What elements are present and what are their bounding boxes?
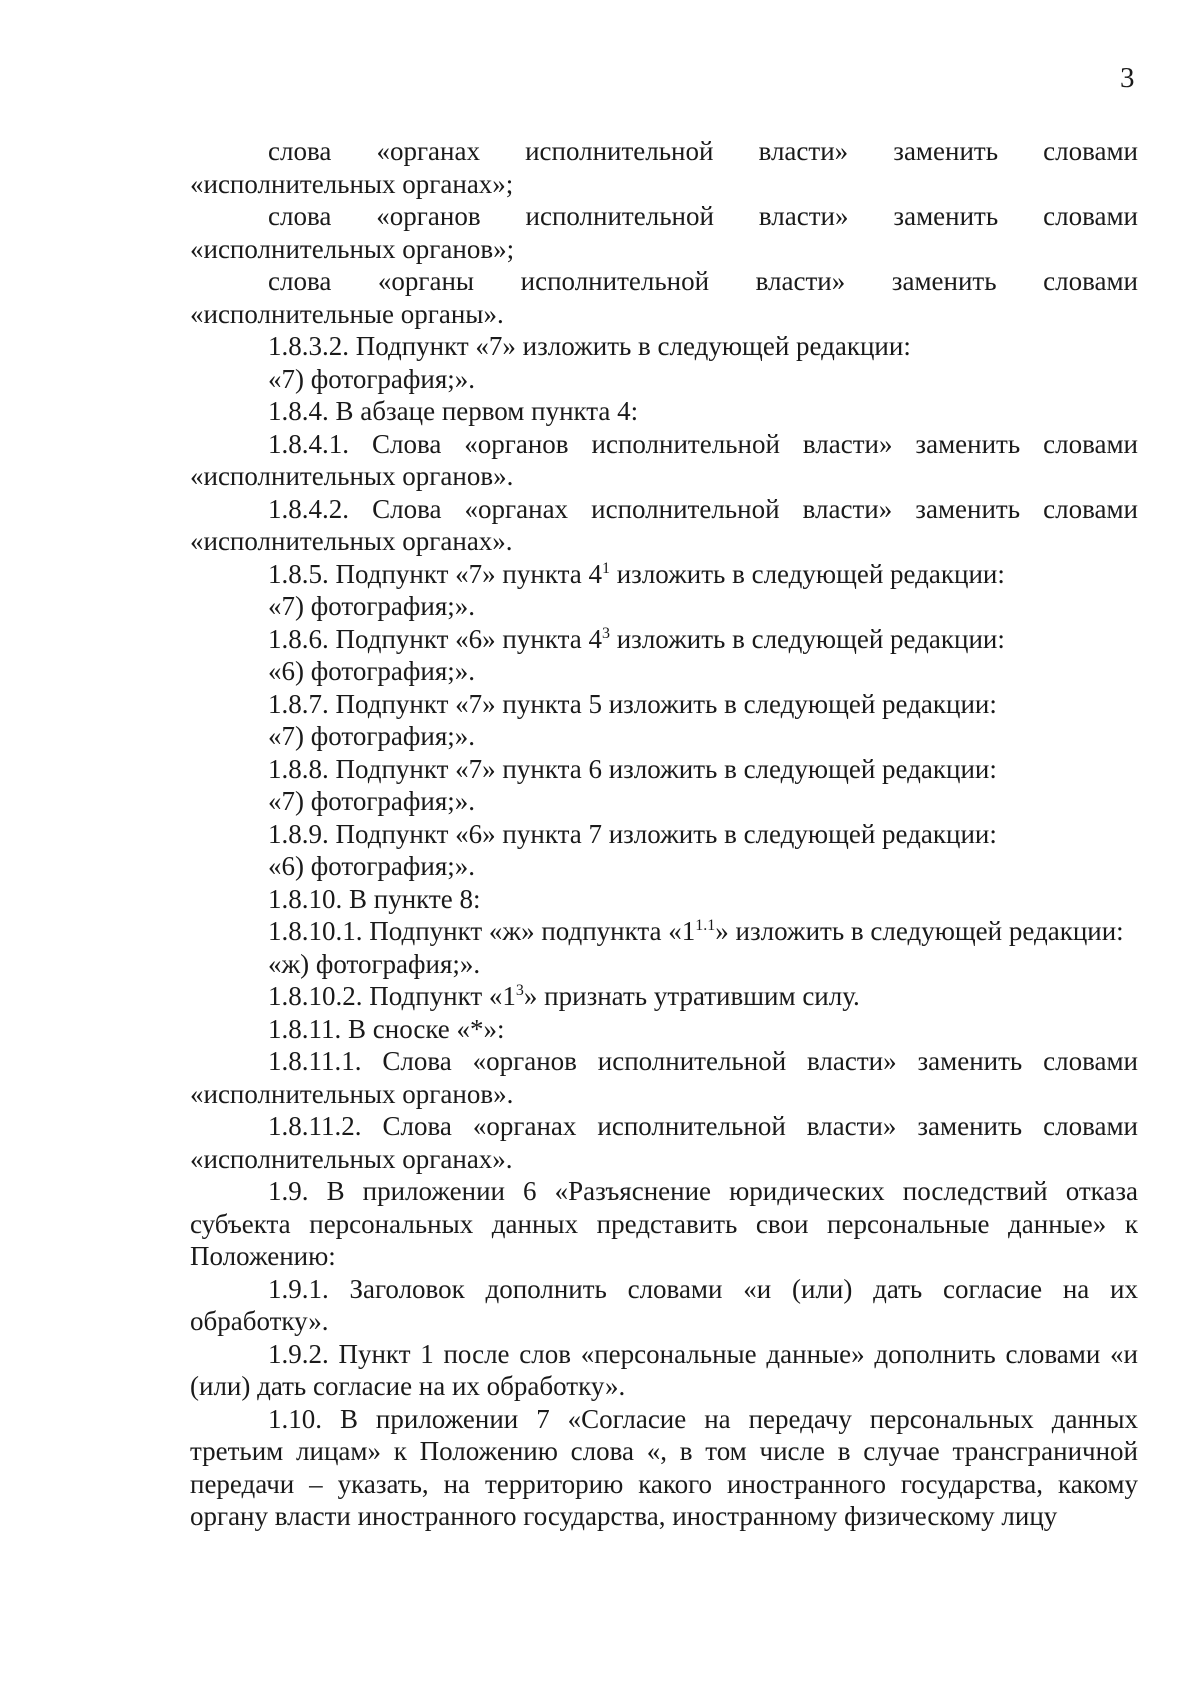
paragraph-28: 1.9.2. Пункт 1 после слов «персональные данные» дополнить словами «и (или) дать согласие на их обработку».: [190, 1338, 1138, 1401]
superscript: 1.1: [695, 917, 716, 934]
paragraph-2: слова «органов исполнительной власти» заменить словами «исполнительных органов»;: [190, 201, 1138, 264]
paragraph-14: «7) фотография;».: [268, 721, 475, 751]
paragraph-5: «7) фотография;».: [268, 363, 475, 394]
paragraph-text: 1.8.10.1. Подпункт «ж» подпункта «1: [268, 916, 696, 946]
paragraph-22: [190, 980, 1138, 1013]
paragraph-6: 1.8.4. В абзаце первом пункта 4:: [268, 396, 639, 426]
paragraph-text: 1.8.6. Подпункт «6» пункта 4: [268, 623, 602, 654]
paragraph-18: «6) фотография;».: [268, 851, 475, 881]
document-body: [190, 135, 1138, 1533]
paragraph-7: 1.8.4.1. Слова «органов исполнительной власти» заменить словами «исполнительных органов».: [190, 428, 1138, 491]
paragraph-12: «6) фотография;».: [268, 656, 475, 686]
paragraph-19: 1.8.10. В пункте 8:: [268, 883, 481, 914]
paragraph-13: 1.8.7. Подпункт «7» пункта 5 изложить в следующей редакции:: [268, 688, 997, 719]
paragraph-4: 1.8.3.2. Подпункт «7» изложить в следующей редакции:: [268, 331, 911, 361]
paragraph-27: 1.9.1. Заголовок дополнить словами «и (или) дать согласие на их обработку».: [190, 1273, 1138, 1336]
paragraph-16: «7) фотография;».: [268, 786, 475, 816]
paragraph-text: 1.8.5. Подпункт «7» пункта 4: [268, 558, 602, 589]
paragraph-text: » изложить в следующей редакции:: [715, 916, 1124, 946]
paragraph-8: 1.8.4.2. Слова «органах исполнительной власти» заменить словами «исполнительных органах».: [190, 493, 1138, 556]
paragraph-text: изложить в следующей редакции:: [609, 623, 1005, 654]
paragraph-26: 1.9. В приложении 6 «Разъяснение юридических последствий отказа субъекта персональных данных представить свои персональные данные» к Положению:: [190, 1176, 1138, 1271]
paragraph-25: 1.8.11.2. Слова «органах исполнительной власти» заменить словами «исполнительных органах».: [190, 1111, 1138, 1174]
paragraph-29: 1.10. В приложении 7 «Согласие на передачу персональных данных третьим лицам» к Положению слова «, в том числе в случае трансграничной передачи – указать, на территорию какого иностранного государства, какому органу власти иностранного государства, иностранному физическому лицу: [190, 1403, 1138, 1531]
superscript: 1: [601, 559, 610, 577]
paragraph-1: слова «органах исполнительной власти» заменить словами «исполнительных органах»;: [190, 136, 1138, 199]
paragraph-9: [190, 558, 1138, 591]
paragraph-17: 1.8.9. Подпункт «6» пункта 7 изложить в следующей редакции:: [268, 818, 997, 849]
paragraph-15: 1.8.8. Подпункт «7» пункта 6 изложить в следующей редакции:: [268, 753, 997, 784]
paragraph-21: «ж) фотография;».: [268, 948, 481, 979]
page-number: 3: [1120, 62, 1135, 94]
paragraph-text: » признать утратившим силу.: [523, 981, 860, 1011]
paragraph-11: [190, 623, 1138, 656]
superscript: 3: [515, 982, 524, 999]
paragraph-text: 1.8.10.2. Подпункт «1: [268, 981, 516, 1011]
paragraph-10: «7) фотография;».: [268, 591, 475, 621]
paragraph-3: слова «органы исполнительной власти» заменить словами «исполнительные органы».: [190, 266, 1138, 329]
paragraph-20: [190, 915, 1138, 948]
paragraph-24: 1.8.11.1. Слова «органов исполнительной власти» заменить словами «исполнительных органов».: [190, 1046, 1138, 1109]
paragraph-23: 1.8.11. В сноске «*»:: [268, 1013, 505, 1044]
superscript: 3: [601, 624, 610, 642]
paragraph-text: изложить в следующей редакции:: [609, 558, 1005, 589]
